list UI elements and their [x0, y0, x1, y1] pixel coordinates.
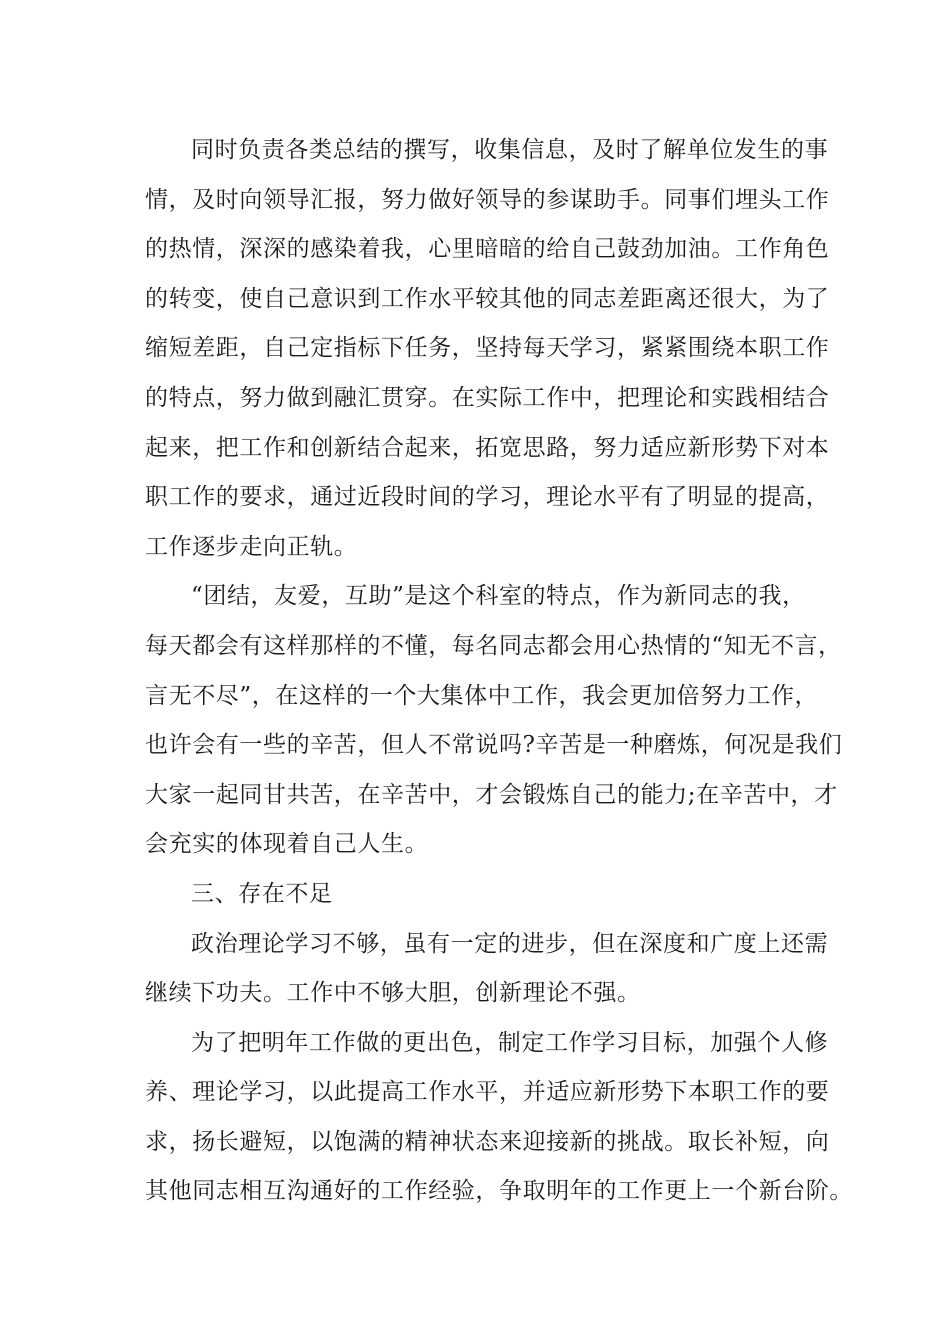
paragraph-line: 起来，把工作和创新结合起来，拓宽思路，努力适应新形势下对本 — [145, 434, 830, 461]
paragraph-line: 缩短差距，自己定指标下任务，坚持每天学习，紧紧围绕本职工作 — [145, 335, 830, 362]
paragraph-line: 政治理论学习不够，虽有一定的进步，但在深度和广度上还需 — [191, 930, 829, 957]
paragraph-line: 大家一起同甘共苦，在辛苦中，才会锻炼自己的能力;在辛苦中，才 — [145, 781, 838, 808]
paragraph-line: 的热情，深深的感染着我，心里暗暗的给自己鼓劲加油。工作角色 — [145, 236, 830, 263]
paragraph-line: 求，扬长避短，以饱满的精神状态来迎接新的挑战。取长补短，向 — [145, 1128, 830, 1155]
paragraph-line: 职工作的要求，通过近段时间的学习，理论水平有了明显的提高， — [145, 484, 830, 511]
paragraph-line: 的转变，使自己意识到工作水平较其他的同志差距离还很大，为了 — [145, 285, 830, 312]
paragraph-line: “团结，友爱，互助”是这个科室的特点，作为新同志的我， — [191, 583, 806, 610]
paragraph-line: 养、理论学习，以此提高工作水平，并适应新形势下本职工作的要 — [145, 1079, 830, 1106]
document-body — [145, 126, 853, 1217]
paragraph-line: 为了把明年工作做的更出色，制定工作学习目标，加强个人修 — [191, 1029, 829, 1056]
paragraph-line: 每天都会有这样那样的不懂，每名同志都会用心热情的“知无不言， — [145, 632, 842, 659]
paragraph-line: 同时负责各类总结的撰写，收集信息，及时了解单位发生的事 — [191, 137, 829, 163]
paragraph-3 — [145, 920, 835, 1019]
paragraph-2 — [145, 572, 843, 870]
paragraph-line: 会充实的体现着自己人生。 — [145, 831, 429, 858]
paragraph-1 — [145, 126, 835, 572]
section-heading-text: 三、存在不足 — [191, 880, 333, 907]
paragraph-line: 的特点，努力做到融汇贯穿。在实际工作中，把理论和实践相结合 — [145, 384, 830, 411]
paragraph-line: 工作逐步走向正轨。 — [145, 533, 358, 560]
paragraph-line: 其他同志相互沟通好的工作经验，争取明年的工作更上一个新台阶。 — [145, 1178, 853, 1205]
paragraph-line: 情，及时向领导汇报，努力做好领导的参谋助手。同事们埋头工作 — [145, 186, 830, 213]
paragraph-line: 继续下功夫。工作中不够大胆，创新理论不强。 — [145, 980, 641, 1007]
paragraph-line: 言无不尽”，在这样的一个大集体中工作，我会更加倍努力工作， — [145, 682, 819, 709]
paragraph-4 — [145, 1019, 853, 1217]
section-heading — [145, 870, 835, 920]
paragraph-line: 也许会有一些的辛苦，但人不常说吗?辛苦是一种磨炼，何况是我们 — [145, 732, 843, 759]
